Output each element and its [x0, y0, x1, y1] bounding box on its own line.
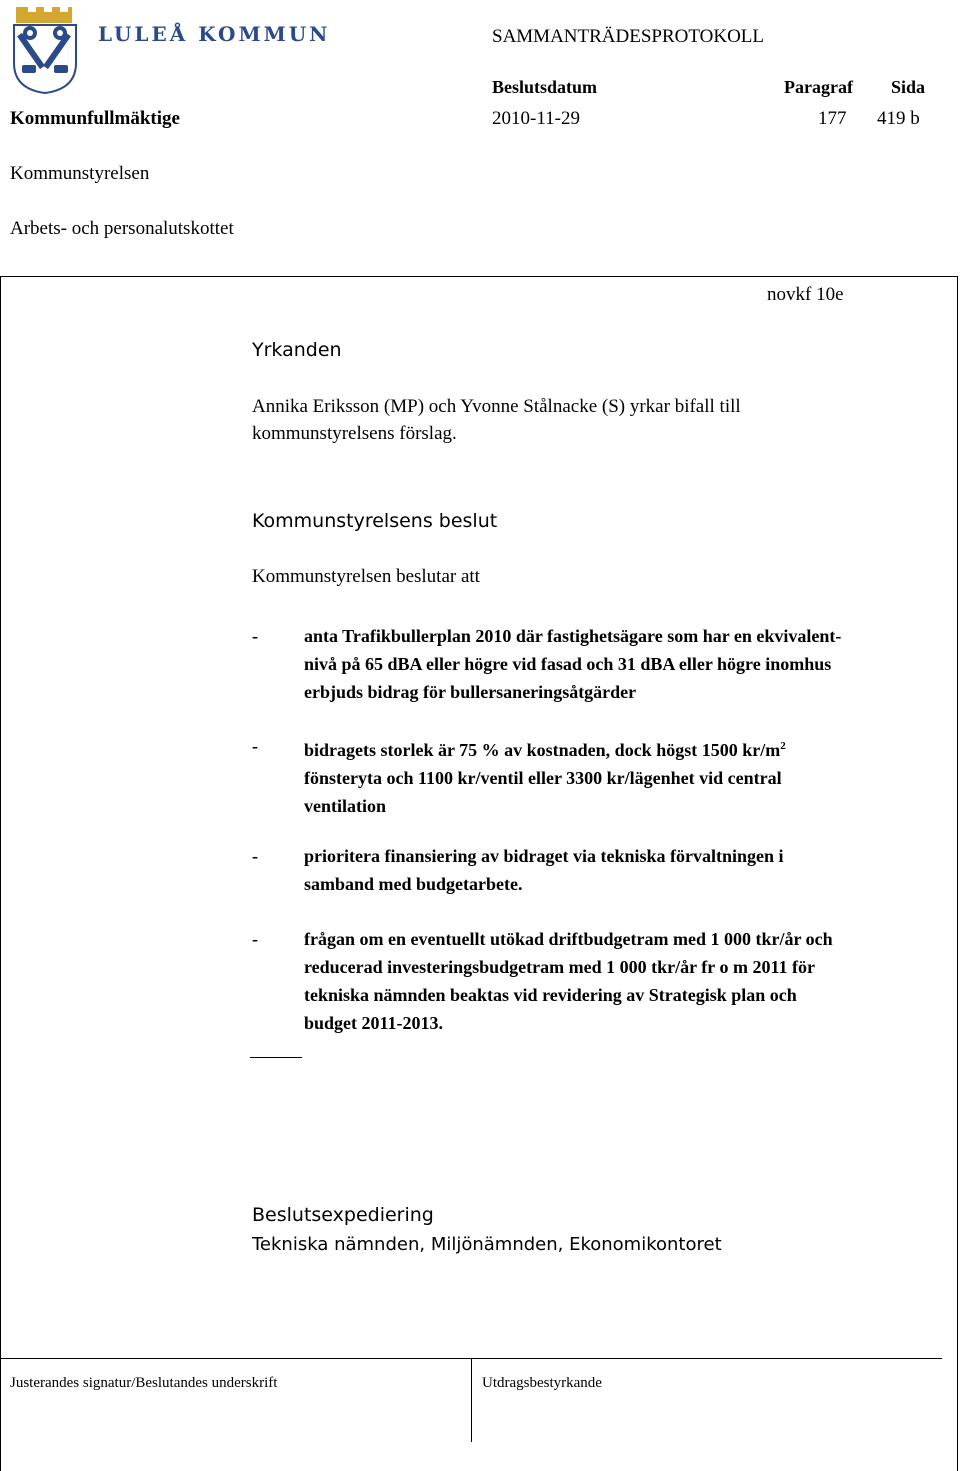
- footer-divider: [471, 1358, 472, 1442]
- body-name: Kommunfullmäktige: [10, 108, 180, 129]
- decision-intro: Kommunstyrelsen beslutar att: [252, 566, 480, 587]
- item-line: frågan om en eventuellt utökad driftbudgetram med 1 000 tkr/år och: [304, 929, 833, 949]
- distribution-heading: Beslutsexpediering: [252, 1204, 434, 1226]
- item-line: tekniska nämnden beaktas vid revidering av Strategisk plan och: [304, 985, 797, 1005]
- municipality-name: LULEÅ KOMMUN: [98, 22, 331, 46]
- item-line: reducerad investeringsbudgetram med 1 000 tkr/år fr o m 2011 för: [304, 957, 815, 977]
- end-rule: [250, 1057, 302, 1058]
- item-dash: -: [252, 736, 258, 756]
- item-dash: -: [252, 626, 258, 646]
- item-line: nivå på 65 dBA eller högre vid fasad och 31 dBA eller högre inomhus: [304, 654, 832, 674]
- item-dash: -: [252, 929, 258, 949]
- decision-item: [252, 925, 952, 1037]
- item-line: erbjuds bidrag för bullersaneringsåtgärder: [304, 682, 637, 702]
- page-label: Sida: [891, 77, 926, 97]
- sub-body-2: Arbets- och personalutskottet: [10, 218, 234, 239]
- yrkanden-heading: Yrkanden: [252, 339, 342, 361]
- decision-date: 2010-11-29: [492, 108, 580, 129]
- decision-item: [252, 732, 952, 816]
- page-number: 419 b: [877, 108, 920, 129]
- coat-of-arms-logo: [10, 3, 80, 95]
- decision-item: [252, 842, 952, 898]
- decision-item: [252, 622, 952, 706]
- document-type: SAMMANTRÄDESPROTOKOLL: [492, 26, 765, 47]
- yrkanden-line-2: kommunstyrelsens förslag.: [252, 423, 457, 444]
- paragraph-label: Paragraf: [784, 77, 853, 97]
- paragraph-number: 177: [818, 108, 847, 129]
- sub-body-1: Kommunstyrelsen: [10, 163, 150, 184]
- superscript: 2: [780, 740, 786, 752]
- signature-label: Justerandes signatur/Beslutandes underskrift: [10, 1375, 278, 1391]
- item-dash: -: [252, 846, 258, 866]
- yrkanden-line-1: Annika Eriksson (MP) och Yvonne Stålnacke (S) yrkar bifall till: [252, 396, 741, 417]
- item-line: ventilation: [304, 796, 387, 816]
- item-line-text: bidragets storlek är 75 % av kostnaden, dock högst 1500 kr/m: [304, 740, 781, 760]
- item-line: samband med budgetarbete.: [304, 874, 523, 894]
- item-line: anta Trafikbullerplan 2010 där fastighetsägare som har en ekvivalent-: [304, 626, 842, 646]
- distribution-list: Tekniska nämnden, Miljönämnden, Ekonomikontoret: [252, 1234, 722, 1255]
- decision-date-label: Beslutsdatum: [492, 77, 598, 97]
- extract-certification-label: Utdragsbestyrkande: [482, 1375, 602, 1391]
- item-line: fönsteryta och 1100 kr/ventil eller 3300 kr/lägenhet vid central: [304, 768, 782, 788]
- decision-heading: Kommunstyrelsens beslut: [252, 510, 498, 532]
- item-line: budget 2011-2013.: [304, 1013, 444, 1033]
- item-line: prioritera finansiering av bidraget via tekniska förvaltningen i: [304, 846, 784, 866]
- item-line: [304, 732, 949, 764]
- reference-code: novkf 10e: [767, 284, 844, 305]
